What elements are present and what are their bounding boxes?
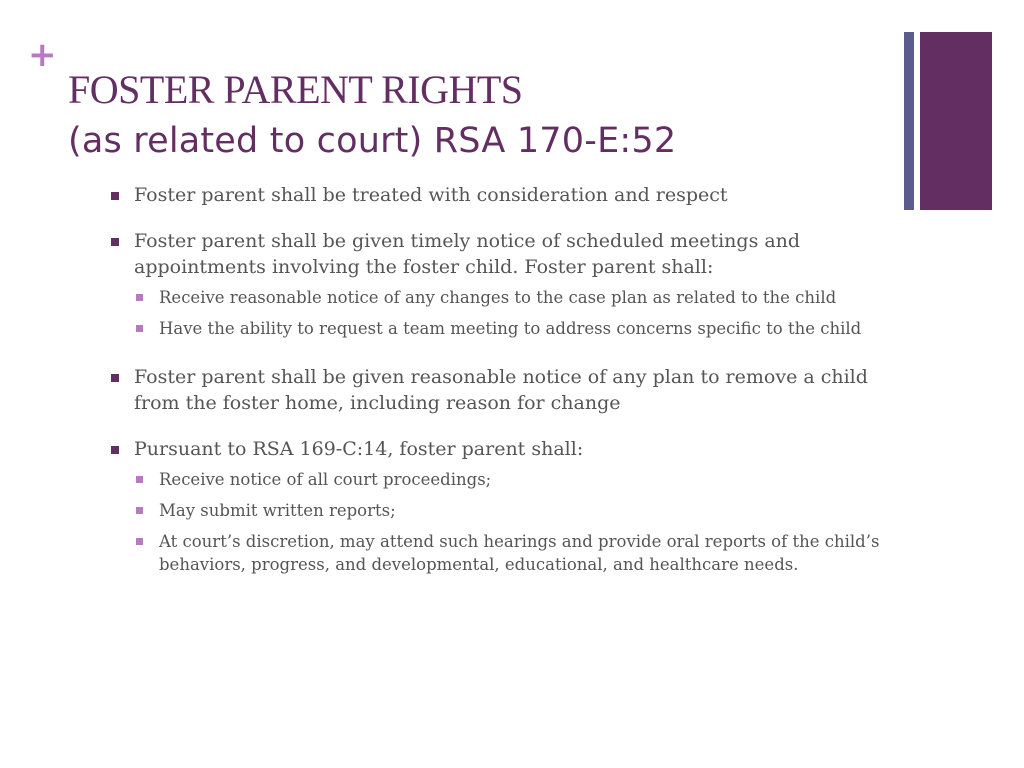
slide-title bbox=[68, 66, 676, 164]
plus-icon: + bbox=[28, 35, 57, 75]
square-bullet-icon bbox=[111, 238, 119, 246]
bullet-item bbox=[108, 436, 908, 462]
square-bullet-icon bbox=[111, 374, 119, 382]
title-line-1: FOSTER PARENT RIGHTS bbox=[68, 67, 523, 112]
decorative-bar-thick bbox=[920, 32, 992, 210]
bullet-text: Pursuant to RSA 169-C:14, foster parent shall: bbox=[134, 438, 584, 460]
square-bullet-icon bbox=[111, 192, 119, 200]
square-bullet-icon bbox=[136, 325, 143, 332]
sub-bullet-list bbox=[134, 286, 908, 340]
square-bullet-icon bbox=[136, 476, 143, 483]
square-bullet-icon bbox=[111, 446, 119, 454]
title-line-2: (as related to court) RSA 170-E:52 bbox=[68, 121, 677, 161]
sub-bullet-item bbox=[134, 468, 908, 491]
bullet-item bbox=[108, 182, 908, 208]
bullet-text: Foster parent shall be given timely notice of scheduled meetings and appointments involving the foster child. Foster parent shall: bbox=[134, 230, 801, 278]
sub-bullet-item bbox=[134, 286, 908, 309]
sub-bullet-item bbox=[134, 499, 908, 522]
bullet-item bbox=[108, 228, 908, 280]
square-bullet-icon bbox=[136, 507, 143, 514]
sub-bullet-text: Receive notice of all court proceedings; bbox=[159, 470, 492, 489]
sub-bullet-text: May submit written reports; bbox=[159, 501, 396, 520]
sub-bullet-text: Have the ability to request a team meeting to address concerns specific to the child bbox=[159, 319, 862, 338]
sub-bullet-item bbox=[134, 317, 908, 340]
sub-bullet-text: Receive reasonable notice of any changes to the case plan as related to the child bbox=[159, 288, 837, 307]
bullet-item bbox=[108, 364, 908, 416]
square-bullet-icon bbox=[136, 538, 143, 545]
sub-bullet-item bbox=[134, 530, 908, 576]
bullet-text: Foster parent shall be treated with consideration and respect bbox=[134, 184, 728, 206]
bullet-text: Foster parent shall be given reasonable notice of any plan to remove a child from the foster home, including reason for change bbox=[134, 366, 868, 414]
bullet-list bbox=[108, 182, 908, 600]
sub-bullet-list bbox=[134, 468, 908, 576]
sub-bullet-text: At court’s discretion, may attend such hearings and provide oral reports of the child’s behaviors, progress, and developmental, educational, and healthcare needs. bbox=[159, 532, 880, 574]
square-bullet-icon bbox=[136, 294, 143, 301]
